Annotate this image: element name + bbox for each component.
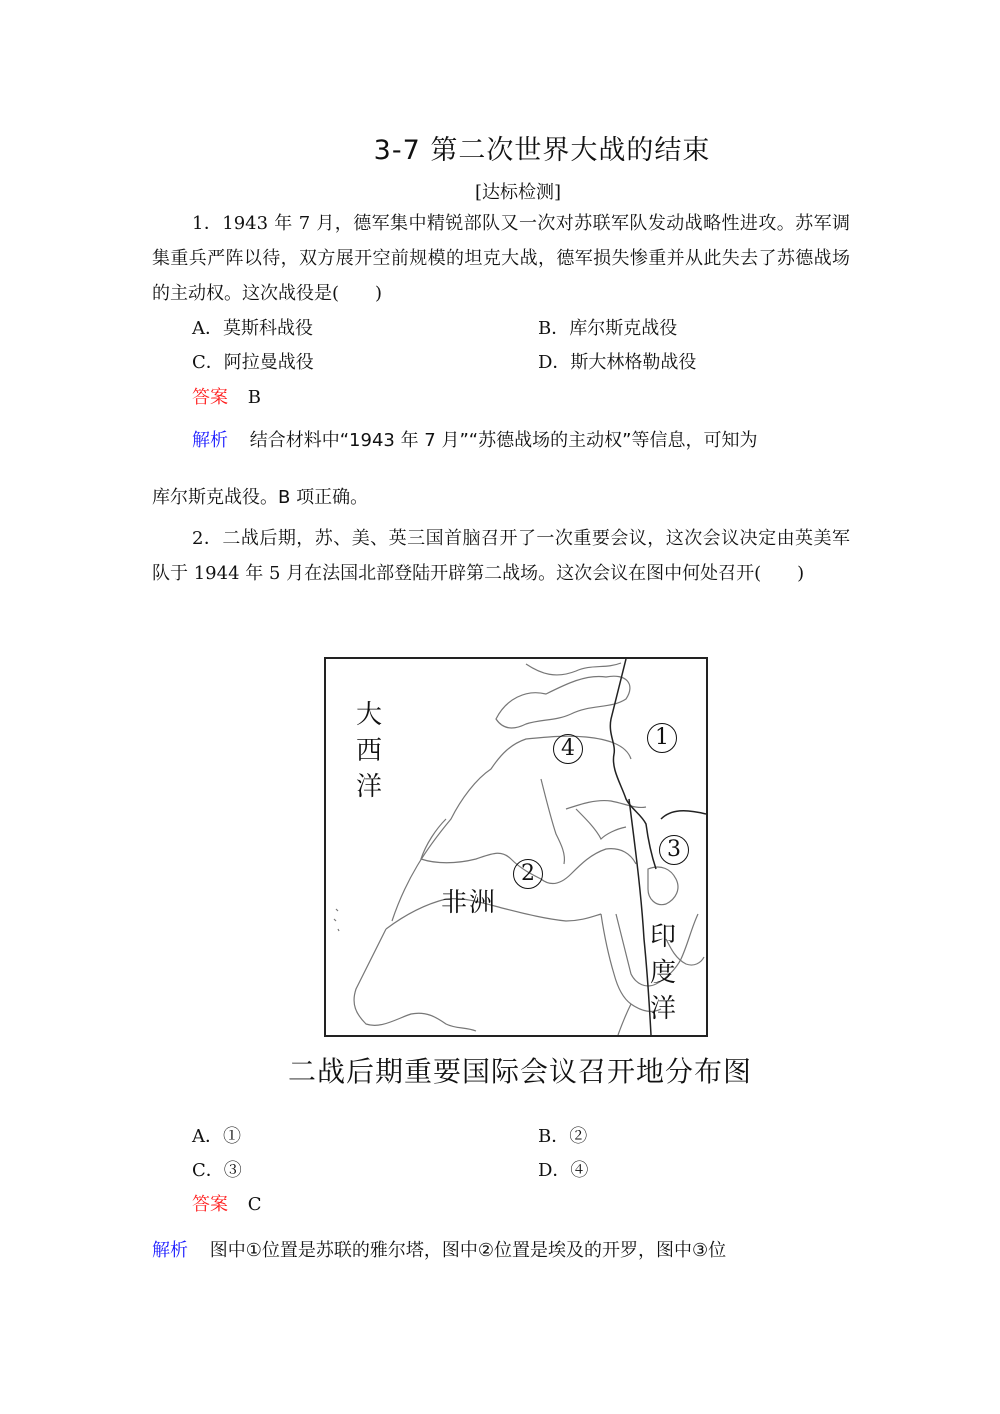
atlantic-ocean-label: 大 西 洋 [356,700,383,802]
indian-ocean-label: 印 度 洋 [650,922,677,1024]
answer-value: B [247,387,261,408]
marker-2: 2 [513,859,543,889]
q1-answer-row [192,383,261,409]
page-title: 3-7 第二次世界大战的结束 [373,135,711,166]
section-subtitle: [达标检测] [474,182,562,203]
marker-1: 1 [647,723,677,753]
q1-option-c: C．阿拉曼战役 [192,352,314,373]
marker-3: 3 [659,835,689,865]
q1-option-b: B．库尔斯克战役 [538,318,678,339]
q2-answer-row [192,1190,262,1216]
map-figure [324,657,708,1037]
q1-analysis-continued: 库尔斯克战役。B 项正确。 [152,487,369,508]
q1-option-d: D．斯大林格勒战役 [538,352,697,373]
answer-value: C [247,1194,262,1215]
analysis-tag: 解析 [192,430,228,451]
africa-label: 非洲 [441,888,498,918]
q2-analysis-row [152,1236,852,1262]
map-caption: 二战后期重要国际会议召开地分布图 [287,1055,752,1088]
q2-option-b: B．② [538,1126,588,1147]
question-2-stem: 2．二战后期，苏、美、英三国首脑召开了一次重要会议，这次会议决定由英美军队于 1944 年 5 月在法国北部登陆开辟第二战场。这次会议在图中何处召开( ) [152,528,850,584]
answer-tag: 答案 [192,387,228,408]
analysis-text: 图中①位置是苏联的雅尔塔，图中②位置是埃及的开罗，图中③位 [209,1240,727,1261]
q1-analysis-row [192,426,852,452]
q2-option-c: C．③ [192,1160,242,1181]
marker-4: 4 [553,734,583,764]
map-outline [326,659,706,1035]
q1-option-a: A．莫斯科战役 [192,318,313,339]
analysis-tag: 解析 [152,1240,188,1261]
q2-option-a: A．① [192,1126,241,1147]
answer-tag: 答案 [192,1194,228,1215]
q2-option-d: D．④ [538,1160,589,1181]
question-1-stem: 1．1943 年 7 月，德军集中精锐部队又一次对苏联军队发动战略性进攻。苏军调集重兵严阵以待，双方展开空前规模的坦克大战，德军损失惨重并从此失去了苏德战场的主动权。这次战役是( ) [152,213,850,304]
analysis-text: 结合材料中“1943 年 7 月”“苏德战场的主动权”等信息，可知为 [249,430,758,451]
